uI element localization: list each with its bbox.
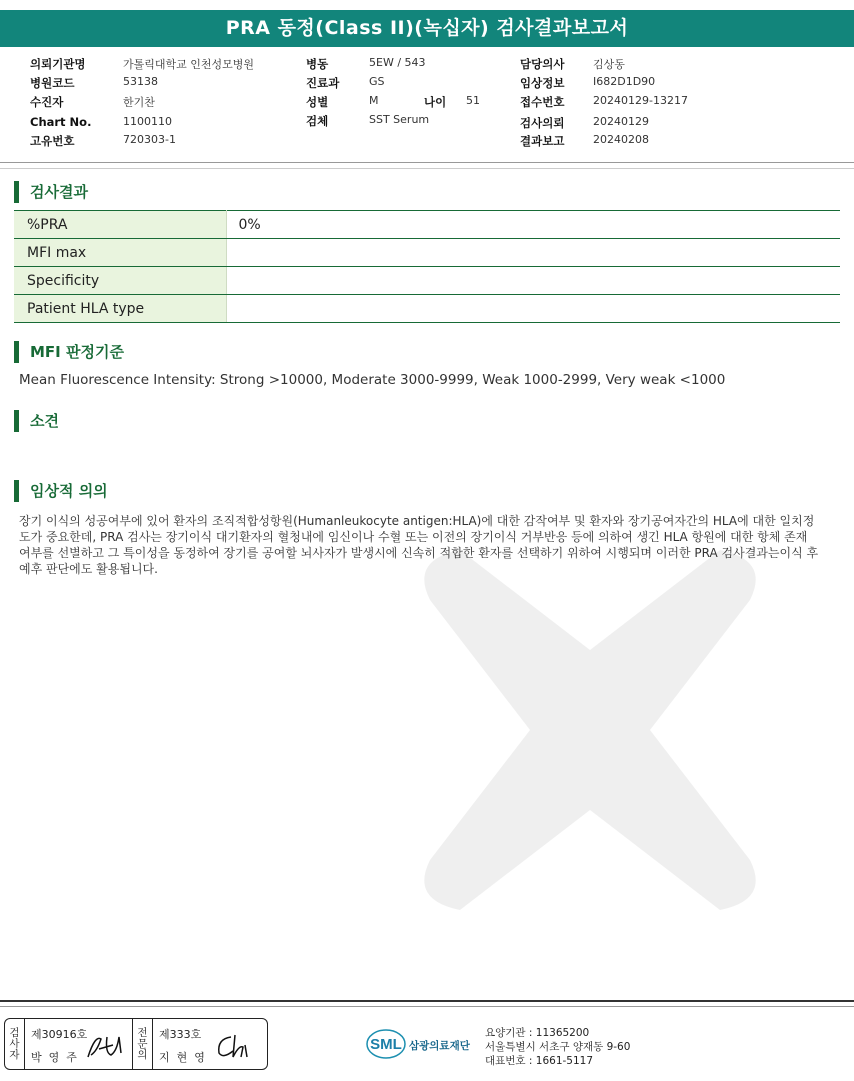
info-label: 병동 <box>306 57 329 71</box>
info-value: 20240129-13217 <box>593 94 688 107</box>
info-value: 20240208 <box>593 133 649 146</box>
info-value: 한기찬 <box>123 96 155 109</box>
specialist-label-char: 의 <box>137 1048 148 1061</box>
org-name: 삼광의료재단 <box>409 1040 470 1052</box>
table-row <box>14 239 840 267</box>
result-label: Specificity <box>14 267 226 295</box>
table-row <box>14 211 840 239</box>
info-label: Chart No. <box>30 115 92 129</box>
info-label: 검체 <box>306 114 329 128</box>
divider <box>0 168 854 169</box>
sml-logo-text: SML <box>370 1036 402 1053</box>
result-value <box>226 239 840 267</box>
org-info <box>485 1026 630 1068</box>
footer-divider <box>0 1000 854 1002</box>
section-title-results: 검사결과 <box>14 181 88 203</box>
org-address: 서울특별시 서초구 양재동 9-60 <box>485 1041 631 1053</box>
info-value: I682D1D90 <box>593 75 656 88</box>
table-row <box>14 267 840 295</box>
result-label: Patient HLA type <box>14 295 226 323</box>
info-value: 5EW / 543 <box>369 56 426 69</box>
results-table <box>14 210 840 323</box>
info-label: 의뢰기관명 <box>30 57 86 71</box>
specialist-label <box>133 1019 153 1069</box>
specialist-label-char: 문 <box>137 1037 148 1050</box>
examiner-label-char: 자 <box>9 1048 20 1061</box>
info-label: 임상정보 <box>520 76 565 90</box>
specialist-label-char: 전 <box>137 1026 148 1039</box>
result-label: %PRA <box>14 211 226 239</box>
info-label: 담당의사 <box>520 57 565 71</box>
divider <box>0 162 854 163</box>
result-value <box>226 267 840 295</box>
info-value: 53138 <box>123 75 158 88</box>
info-value: 51 <box>466 94 480 107</box>
table-row <box>14 295 840 323</box>
examiner-label-char: 검 <box>9 1026 20 1039</box>
info-label: 성별 <box>306 95 329 109</box>
info-label: 고유번호 <box>30 134 75 148</box>
org-phone: 대표번호 : 1661-5117 <box>485 1055 594 1067</box>
info-label: 결과보고 <box>520 134 565 148</box>
watermark-cross-logo <box>390 520 854 990</box>
examiner-license-no: 제30916호 <box>31 1028 88 1041</box>
clinical-significance-text: 장기 이식의 성공여부에 있어 환자의 조직적합성항원(Humanleukocyte antigen:HLA)에 대한 감작여부 및 환자와 장기공여자간의 HLA에 대한 일치정도가 중요한데, PRA 검사는 장기이식 대기환자의 혈청내에 임신이나 수혈 또는 이전의 장기이식 거부반응 등에 의하여 생긴 HLA 항원에 대한 항체 존재 여부를 선별하고 그 특이성을 동정하여 장기를 공여할 뇌사자가 발생시에 신속히 적합한 환자를 선택하기 위하여 시행되며 이러한 PRA 검사결과는이식 후 예후 판단에도 활용됩니다. <box>19 514 819 576</box>
info-value: M <box>369 94 379 107</box>
specialist-cell <box>153 1019 261 1069</box>
result-value: 0% <box>226 211 840 239</box>
examiner-label-char: 사 <box>9 1037 20 1050</box>
section-title-opinion: 소견 <box>14 410 59 432</box>
org-code: 요양기관 : 11365200 <box>485 1027 590 1039</box>
info-value: 가톨릭대학교 인천성모병원 <box>123 58 255 71</box>
result-label: MFI max <box>14 239 226 267</box>
specialist-name: 지현영 <box>159 1051 212 1064</box>
mfi-criteria-text: Mean Fluorescence Intensity: Strong >10000, Moderate 3000-9999, Weak 1000-2999, Very weak <1000 <box>19 372 726 388</box>
specialist-license-no: 제333호 <box>159 1028 202 1041</box>
info-label: 접수번호 <box>520 95 565 109</box>
examiner-name: 박영주 <box>31 1051 84 1064</box>
info-label: 진료과 <box>306 76 340 90</box>
info-label: 병원코드 <box>30 76 75 90</box>
info-value: 1100110 <box>123 115 172 128</box>
info-value: SST Serum <box>369 113 430 126</box>
info-label: 나이 <box>424 95 447 109</box>
info-value: GS <box>369 75 385 88</box>
examiner-cell <box>25 1019 133 1069</box>
signature-box <box>4 1018 268 1070</box>
specialist-signature <box>213 1031 253 1063</box>
info-value: 720303-1 <box>123 133 176 146</box>
report-title: PRA 동정(Class II)(녹십자) 검사결과보고서 <box>0 10 854 47</box>
sml-logo-mark <box>366 1026 476 1062</box>
section-title-mfi: MFI 판정기준 <box>14 341 124 363</box>
info-value: 김상동 <box>593 58 625 71</box>
info-value: 20240129 <box>593 115 649 128</box>
examiner-signature <box>85 1031 125 1063</box>
info-label: 수진자 <box>30 95 64 109</box>
examiner-label <box>5 1019 25 1069</box>
footer-divider <box>0 1006 854 1007</box>
result-value <box>226 295 840 323</box>
info-label: 검사의뢰 <box>520 116 565 130</box>
sml-logo <box>366 1026 476 1062</box>
section-title-clinical: 임상적 의의 <box>14 480 108 502</box>
